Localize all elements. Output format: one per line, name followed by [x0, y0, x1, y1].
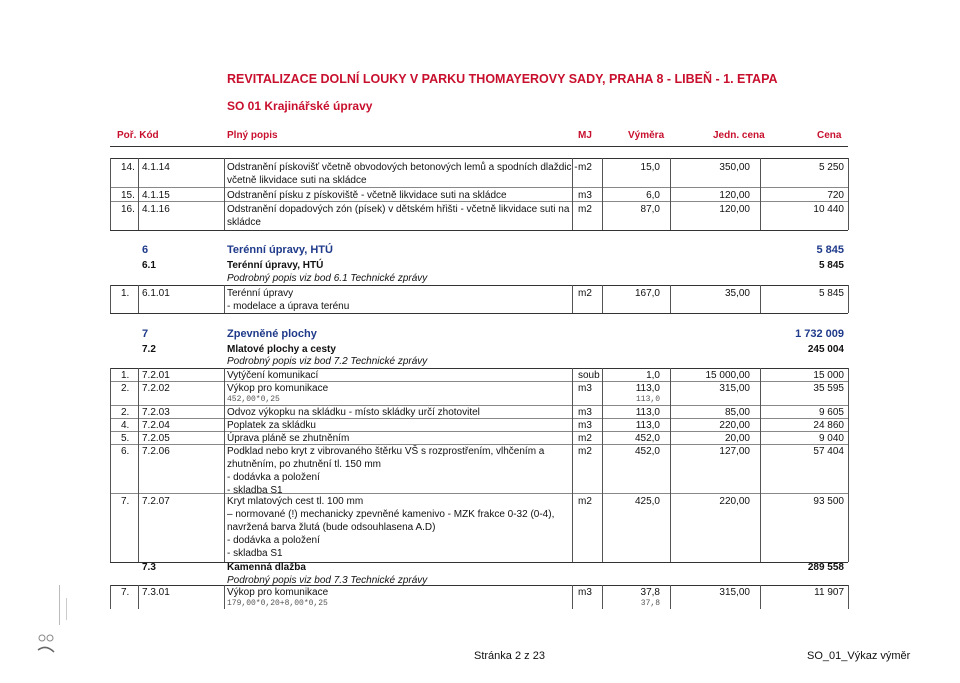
row-kod: 4.1.16 — [142, 204, 170, 215]
row-desc: Podklad nebo kryt z vibrovaného štěrku VŠ s rozprostřením, vlhčením a — [227, 446, 545, 457]
row-mj: m3 — [578, 383, 592, 394]
row-por: 1. — [121, 370, 130, 381]
row-jedn: 35,00 — [724, 288, 750, 299]
row-mj: m2 — [578, 288, 592, 299]
row-desc: Odstranění pískovišť včetně obvodových betonových lemů a spodních dlaždic - — [227, 162, 578, 173]
subsection-total: 245 004 — [807, 344, 844, 355]
subsection-title: Terénní úpravy, HTÚ — [227, 260, 324, 271]
row-cena: 720 — [827, 190, 844, 201]
row-por: 15. — [121, 190, 135, 201]
header-por-kod: Poř. Kód — [117, 130, 159, 141]
row-kod: 7.2.02 — [142, 383, 170, 394]
row-cena: 93 500 — [813, 496, 844, 507]
row-kod: 7.3.01 — [142, 587, 170, 598]
subsection-number: 7.2 — [142, 344, 156, 355]
row-por: 14. — [121, 162, 135, 173]
document-subtitle: SO 01 Krajinářské úpravy — [227, 99, 373, 113]
row-vymera: 113,0 — [635, 407, 660, 418]
scan-mark-icon — [36, 632, 58, 658]
row-jedn: 120,00 — [719, 204, 750, 215]
row-vymera: 15,0 — [640, 162, 660, 173]
subsection-total: 289 558 — [807, 562, 844, 573]
row-cena: 35 595 — [813, 383, 844, 394]
subsection-reference: Podrobný popis viz bod 6.1 Technické zprávy — [227, 273, 428, 284]
row-mj: soub — [578, 370, 600, 381]
row-jedn: 85,00 — [724, 407, 750, 418]
row-jedn: 315,00 — [719, 587, 750, 598]
row-kod: 7.2.06 — [142, 446, 170, 457]
row-desc: Výkop pro komunikace — [227, 383, 329, 394]
row-vymera: 37,8 — [640, 587, 660, 598]
row-vymera: 113,0 — [635, 383, 660, 394]
subsection-reference: Podrobný popis viz bod 7.2 Technické zprávy — [227, 356, 428, 367]
row-vymera: 87,0 — [640, 204, 660, 215]
row-desc-4: - dodávka a položení — [227, 535, 320, 546]
section-title: Terénní úpravy, HTÚ — [227, 244, 333, 256]
header-mj: MJ — [578, 130, 592, 141]
section-total: 1 732 009 — [795, 328, 844, 340]
header-cena: Cena — [817, 130, 842, 141]
row-cena: 24 860 — [813, 420, 844, 431]
subsection-number: 7.3 — [142, 562, 156, 573]
row-desc-2: skládce — [227, 217, 261, 228]
page-number: Stránka 2 z 23 — [474, 650, 545, 662]
subsection-reference: Podrobný popis viz bod 7.3 Technické zprávy — [227, 575, 428, 586]
row-cena: 15 000 — [813, 370, 844, 381]
row-calc-result: 37,8 — [640, 599, 660, 608]
row-vymera: 425,0 — [634, 496, 660, 507]
row-desc: Terénní úpravy — [227, 288, 294, 299]
subsection-title: Mlatové plochy a cesty — [227, 344, 336, 355]
row-vymera: 113,0 — [635, 420, 660, 431]
row-desc: Odstranění dopadových zón (písek) v dětském hřišti - včetně likvidace suti na — [227, 204, 570, 215]
row-desc-2: – normované (!) mechanicky zpevněné kamenivo - MZK frakce 0-32 (0-4), — [227, 509, 555, 520]
row-kod: 6.1.01 — [142, 288, 170, 299]
row-por: 1. — [121, 288, 130, 299]
section-title: Zpevněné plochy — [227, 328, 317, 340]
header-vymera: Výměra — [628, 130, 665, 141]
subsection-total: 5 845 — [818, 260, 844, 271]
row-cena: 11 907 — [814, 587, 844, 598]
row-mj: m3 — [578, 420, 592, 431]
row-jedn: 127,00 — [719, 446, 750, 457]
row-mj: m3 — [578, 190, 592, 201]
row-kod: 7.2.05 — [142, 433, 170, 444]
row-mj: m2 — [578, 204, 592, 215]
header-jedn-cena: Jedn. cena — [713, 130, 765, 141]
row-desc-2: - modelace a úprava terénu — [227, 301, 350, 312]
row-vymera: 6,0 — [646, 190, 660, 201]
row-desc: Vytýčení komunikací — [227, 370, 319, 381]
row-por: 2. — [121, 383, 130, 394]
row-calc-result: 113,0 — [635, 395, 660, 404]
row-por: 6. — [121, 446, 130, 457]
row-desc: Kryt mlatových cest tl. 100 mm — [227, 496, 364, 507]
row-jedn: 120,00 — [719, 190, 750, 201]
section-number: 6 — [142, 244, 149, 256]
row-desc-3: - dodávka a položení — [227, 472, 320, 483]
row-por: 7. — [121, 587, 130, 598]
row-kod: 7.2.07 — [142, 496, 170, 507]
row-cena: 9 605 — [818, 407, 844, 418]
row-jedn: 220,00 — [719, 496, 750, 507]
row-jedn: 20,00 — [724, 433, 750, 444]
section-number: 7 — [142, 328, 149, 340]
row-cena: 9 040 — [818, 433, 844, 444]
row-mj: m3 — [578, 407, 592, 418]
row-cena: 5 250 — [818, 162, 844, 173]
row-por: 16. — [121, 204, 135, 215]
row-vymera: 452,0 — [634, 446, 660, 457]
row-desc-3: navržená barva žlutá (bude odsouhlasena A.D) — [227, 522, 436, 533]
row-jedn: 315,00 — [719, 383, 750, 394]
row-kod: 7.2.01 — [142, 370, 170, 381]
row-calc: 452,00*0,25 — [227, 395, 280, 404]
row-desc-2: zhutněním, po zhutnění tl. 150 mm — [227, 459, 381, 470]
row-cena: 10 440 — [813, 204, 844, 215]
row-jedn: 15 000,00 — [705, 370, 750, 381]
row-mj: m3 — [578, 587, 592, 598]
row-calc: 179,00*0,20+8,00*0,25 — [227, 599, 328, 608]
row-kod: 4.1.15 — [142, 190, 170, 201]
row-jedn: 350,00 — [719, 162, 750, 173]
header-popis: Plný popis — [227, 130, 278, 141]
row-desc-4: - skladba S1 — [227, 485, 283, 496]
row-desc: Poplatek za skládku — [227, 420, 316, 431]
row-kod: 4.1.14 — [142, 162, 170, 173]
row-mj: m2 — [578, 162, 592, 173]
section-total: 5 845 — [816, 244, 844, 256]
row-jedn: 220,00 — [719, 420, 750, 431]
row-cena: 57 404 — [813, 446, 844, 457]
row-mj: m2 — [578, 446, 592, 457]
row-vymera: 167,0 — [634, 288, 660, 299]
row-por: 7. — [121, 496, 130, 507]
row-kod: 7.2.03 — [142, 407, 170, 418]
row-desc: Odstranění písku z pískoviště - včetně likvidace suti na skládce — [227, 190, 507, 201]
row-mj: m2 — [578, 496, 592, 507]
row-desc: Výkop pro komunikace — [227, 587, 329, 598]
row-kod: 7.2.04 — [142, 420, 170, 431]
row-cena: 5 845 — [818, 288, 844, 299]
row-desc: Odvoz výkopku na skládku - místo skládky určí zhotovitel — [227, 407, 480, 418]
row-por: 4. — [121, 420, 130, 431]
row-mj: m2 — [578, 433, 592, 444]
row-vymera: 1,0 — [646, 370, 660, 381]
row-desc-5: - skladba S1 — [227, 548, 283, 559]
row-desc: Úprava pláně se zhutněním — [227, 433, 350, 444]
document-title: REVITALIZACE DOLNÍ LOUKY V PARKU THOMAYEROVY SADY, PRAHA 8 - LIBEŇ - 1. ETAPA — [227, 72, 778, 86]
row-vymera: 452,0 — [634, 433, 660, 444]
subsection-number: 6.1 — [142, 260, 156, 271]
row-por: 2. — [121, 407, 130, 418]
row-desc-2: včetně likvidace suti na skládce — [227, 175, 367, 186]
subsection-title: Kamenná dlažba — [227, 562, 306, 573]
file-name: SO_01_Výkaz výměr — [807, 650, 911, 662]
row-por: 5. — [121, 433, 130, 444]
